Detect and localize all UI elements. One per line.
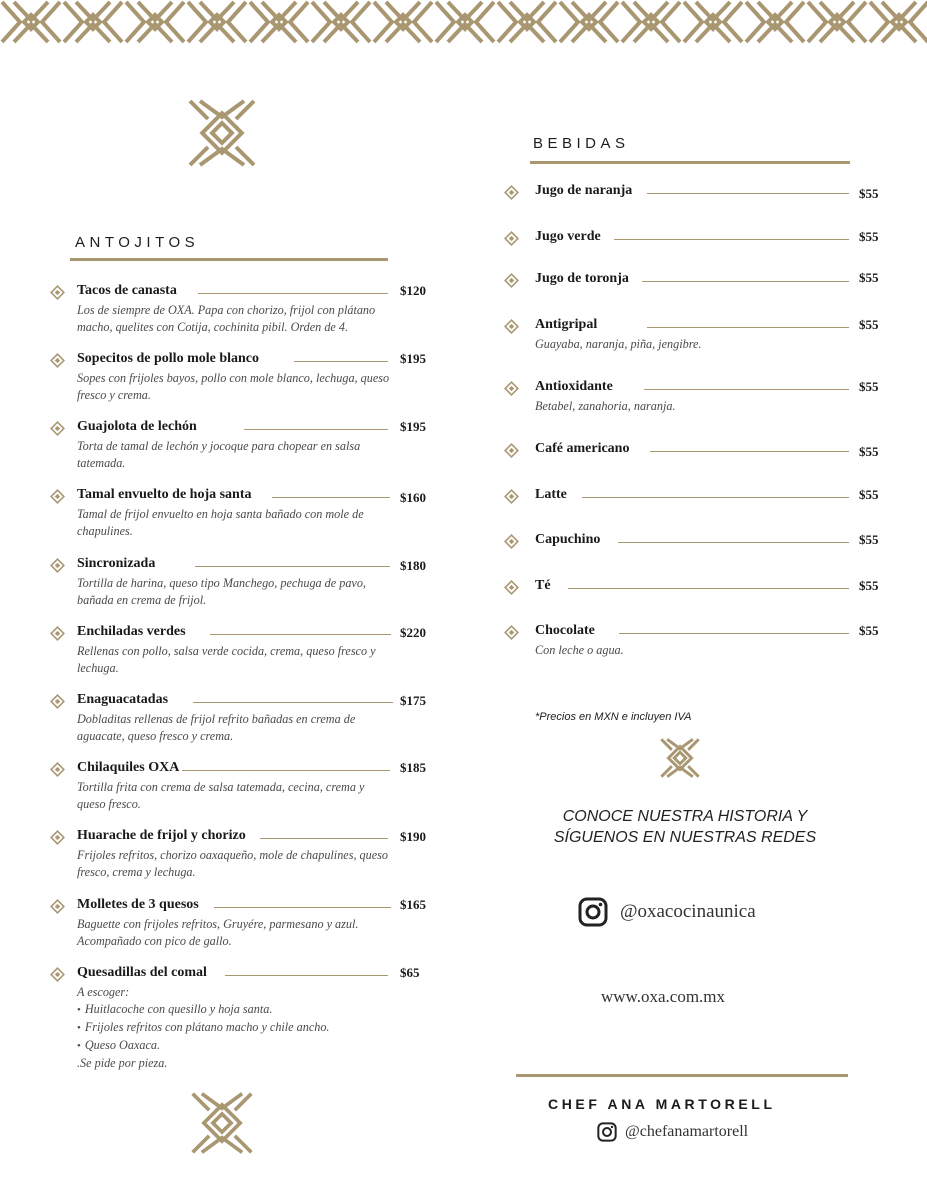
item-name: Jugo verde [535, 229, 601, 244]
item-price: $55 [859, 532, 879, 547]
logo-top-left [186, 97, 258, 169]
description-line: fresco, crema y lechuga. [77, 865, 196, 879]
option-item: • Queso Oaxaca. [77, 1037, 440, 1055]
item-price: $55 [859, 578, 879, 593]
diamond-bullet-icon [50, 558, 65, 573]
description-line: tatemada. [77, 456, 126, 470]
item-price: $190 [400, 829, 426, 844]
section-rule-bebidas [530, 161, 850, 164]
dotted-leader [642, 281, 849, 282]
menu-item [504, 183, 884, 205]
description-line: Los de siempre de OXA. Papa con chorizo, frijol con plátano [77, 303, 376, 317]
description-line: Tamal de frijol envuelto en hoja santa bañado con mole de [77, 507, 364, 521]
item-name: Chocolate [535, 623, 595, 638]
description-line: Betabel, zanahoria, naranja. [535, 399, 676, 413]
item-name: Jugo de toronja [535, 271, 629, 286]
item-price: $55 [859, 379, 879, 394]
item-name: Antioxidante [535, 379, 613, 394]
menu-item [504, 229, 884, 251]
diamond-bullet-icon [504, 534, 519, 549]
diamond-bullet-icon [504, 185, 519, 200]
item-price: $195 [400, 351, 426, 366]
item-name: Enchiladas verdes [77, 624, 186, 639]
instagram-icon [597, 1122, 617, 1142]
item-price: $165 [400, 897, 426, 912]
menu-item [50, 692, 440, 744]
item-price: $185 [400, 760, 426, 775]
item-price: $195 [400, 419, 426, 434]
top-border-pattern [0, 0, 927, 44]
section-title-bebidas: BEBIDAS [533, 135, 630, 152]
description-line: queso fresco. [77, 797, 141, 811]
chef-name: CHEF ANA MARTORELL [548, 1096, 776, 1112]
item-description [77, 506, 440, 540]
description-line: Con leche o agua. [535, 643, 624, 657]
item-price: $175 [400, 693, 426, 708]
menu-item [504, 317, 884, 359]
dotted-leader [214, 907, 391, 908]
dotted-leader [647, 327, 849, 328]
item-name: Tamal envuelto de hoja santa [77, 487, 252, 502]
diamond-bullet-icon [504, 381, 519, 396]
menu-item [50, 897, 440, 949]
section-title-antojitos: ANTOJITOS [75, 234, 200, 251]
description-line: macho, quelites con Cotija, cochinita pibil. Orden de 4. [77, 320, 349, 334]
dotted-leader [294, 361, 388, 362]
oxa-motif-logo [186, 97, 258, 169]
item-price: $55 [859, 444, 879, 459]
menu-item [50, 419, 440, 471]
description-line: bañada en crema de frijol. [77, 593, 207, 607]
menu-item [50, 965, 440, 1070]
menu-item [504, 487, 884, 509]
item-description [77, 643, 440, 677]
item-description [535, 398, 884, 415]
description-line: Acompañado con pico de gallo. [77, 934, 232, 948]
option-item: • Frijoles refritos con plátano macho y chile ancho. [77, 1019, 440, 1037]
item-description [77, 370, 440, 404]
menu-item [50, 828, 440, 880]
item-description [77, 847, 440, 881]
oxa-motif-logo [186, 1090, 258, 1156]
description-line: Tortilla frita con crema de salsa tatemada, cecina, crema y [77, 780, 365, 794]
diamond-bullet-icon [50, 899, 65, 914]
item-name: Enaguacatadas [77, 692, 169, 707]
dotted-leader [225, 975, 388, 976]
dotted-leader [619, 633, 849, 634]
menu-item [504, 532, 884, 554]
logo-bottom-left [186, 1090, 258, 1156]
diamond-bullet-icon [504, 489, 519, 504]
option-item: • Huitlacoche con quesillo y hoja santa. [77, 1001, 440, 1019]
description-line: fresco y crema. [77, 388, 151, 402]
diamond-bullet-icon [504, 231, 519, 246]
menu-item [504, 271, 884, 293]
item-description [535, 642, 884, 659]
dotted-leader [195, 566, 390, 567]
chef-instagram-link[interactable] [597, 1122, 748, 1142]
item-price: $55 [859, 270, 879, 285]
description-line: chapulines. [77, 524, 133, 538]
item-name: Tacos de canasta [77, 283, 177, 298]
diamond-bullet-icon [504, 625, 519, 640]
item-description [77, 779, 440, 813]
chef-instagram-handle: @chefanamartorell [625, 1123, 749, 1140]
menu-item [50, 283, 440, 335]
item-price: $120 [400, 283, 426, 298]
item-price: $55 [859, 317, 879, 332]
item-description [77, 438, 440, 472]
description-line: Tortilla de harina, queso tipo Manchego, pechuga de pavo, [77, 576, 366, 590]
diamond-bullet-icon [504, 319, 519, 334]
item-name: Latte [535, 487, 567, 502]
dotted-leader [210, 634, 391, 635]
diamond-bullet-icon [50, 421, 65, 436]
dotted-leader [614, 239, 849, 240]
chef-divider [516, 1074, 848, 1077]
item-description [77, 916, 440, 950]
dotted-leader [568, 588, 849, 589]
item-name: Antigripal [535, 317, 598, 332]
diamond-bullet-icon [504, 273, 519, 288]
diamond-bullet-icon [50, 762, 65, 777]
item-name: Quesadillas del comal [77, 965, 207, 980]
diamond-bullet-icon [50, 285, 65, 300]
item-description [77, 711, 440, 745]
diamond-bullet-icon [504, 580, 519, 595]
item-price: $220 [400, 625, 426, 640]
description-line: Dobladitas rellenas de frijol refrito bañadas en crema de [77, 712, 356, 726]
item-name: Huarache de frijol y chorizo [77, 828, 246, 843]
instagram-icon [578, 897, 608, 927]
item-name: Sincronizada [77, 556, 156, 571]
dotted-leader [582, 497, 849, 498]
oxa-motif-logo [658, 737, 702, 779]
diamond-bullet-icon [50, 489, 65, 504]
dotted-leader [260, 838, 388, 839]
description-line: aguacate, queso fresco y crema. [77, 729, 234, 743]
follow-us-line-1: CONOCE NUESTRA HISTORIA Y [562, 808, 808, 825]
follow-us-line-2: SÍGUENOS EN NUESTRAS REDES [553, 829, 817, 846]
item-name: Café americano [535, 441, 630, 456]
description-line: Rellenas con pollo, salsa verde cocida, crema, queso fresco y [77, 644, 376, 658]
menu-item [50, 624, 440, 676]
description-line: Torta de tamal de lechón y jocoque para chopear en salsa [77, 439, 361, 453]
diamond-bullet-icon [504, 443, 519, 458]
menu-item [50, 487, 440, 539]
item-name: Té [535, 578, 551, 593]
description-line: Baguette con frijoles refritos, Gruyére, parmesano y azul. [77, 917, 359, 931]
diamond-bullet-icon [50, 967, 65, 982]
instagram-link[interactable] [578, 897, 756, 927]
menu-item [50, 556, 440, 608]
item-name: Jugo de naranja [535, 183, 633, 198]
item-price: $55 [859, 487, 879, 502]
description-line: Guayaba, naranja, piña, jengibre. [535, 337, 702, 351]
diamond-bullet-icon [50, 830, 65, 845]
dotted-leader [644, 389, 849, 390]
options-list [77, 1001, 440, 1055]
menu-item [50, 760, 440, 812]
item-description [535, 336, 884, 353]
menu-item [504, 441, 884, 463]
menu-item [504, 623, 884, 665]
options-intro: A escoger: [77, 985, 130, 999]
options-footer: .Se pide por pieza. [77, 1056, 168, 1070]
dotted-leader [193, 702, 393, 703]
diamond-bullet-icon [50, 694, 65, 709]
description-line: Sopes con frijoles bayos, pollo con mole blanco, lechuga, queso [77, 371, 390, 385]
dotted-leader [650, 451, 849, 452]
diamond-bullet-icon [50, 626, 65, 641]
item-description [77, 984, 440, 1072]
item-name: Chilaquiles OXA [77, 760, 180, 775]
dotted-leader [618, 542, 849, 543]
item-name: Sopecitos de pollo mole blanco [77, 351, 260, 366]
description-line: Frijoles refritos, chorizo oaxaqueño, mole de chapulines, queso [77, 848, 388, 862]
website-link[interactable]: www.oxa.com.mx [601, 987, 726, 1006]
item-price: $55 [859, 229, 879, 244]
dotted-leader [647, 193, 849, 194]
instagram-handle: @oxacocinaunica [620, 901, 756, 922]
description-line: lechuga. [77, 661, 119, 675]
item-price: $65 [400, 965, 420, 980]
item-name: Guajolota de lechón [77, 419, 197, 434]
item-name: Molletes de 3 quesos [77, 897, 199, 912]
item-price: $160 [400, 490, 426, 505]
menu-item [504, 379, 884, 421]
dotted-leader [182, 770, 390, 771]
item-description [77, 575, 440, 609]
item-price: $55 [859, 623, 879, 638]
dotted-leader [244, 429, 388, 430]
item-price: $180 [400, 558, 426, 573]
follow-us-text [520, 806, 850, 848]
menu-item [50, 351, 440, 403]
diamond-bullet-icon [50, 353, 65, 368]
section-rule-antojitos [70, 258, 388, 261]
item-description [77, 302, 440, 336]
menu-item [504, 578, 884, 600]
item-price: $55 [859, 186, 879, 201]
price-note: *Precios en MXN e incluyen IVA [535, 711, 692, 723]
item-name: Capuchino [535, 532, 601, 547]
dotted-leader [198, 293, 388, 294]
dotted-leader [272, 497, 390, 498]
logo-right-small [658, 737, 702, 779]
